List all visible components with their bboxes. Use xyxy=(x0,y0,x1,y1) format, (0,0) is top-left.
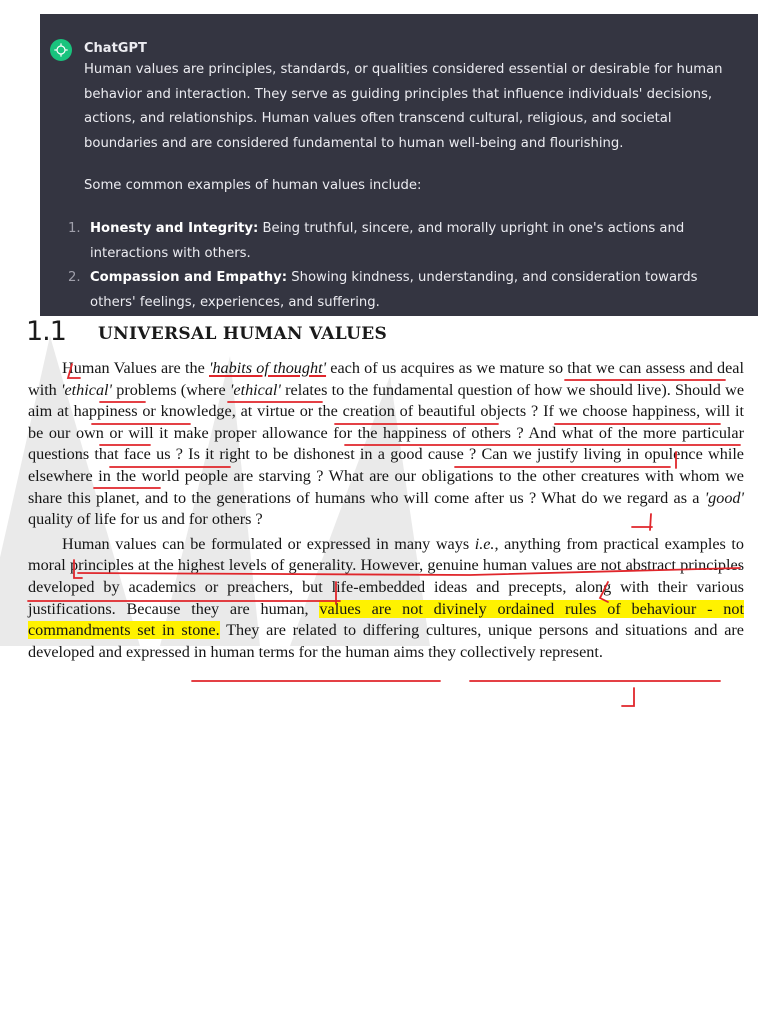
value-term: Compassion and Empathy: xyxy=(90,270,288,286)
text-run: each of us acquires as we mature so that we can assess and deal with xyxy=(28,359,744,399)
text-run: anything from practical examples to moral principles at the highest levels of generality. However, genuine human values are not abstract principles developed by academics or preachers, but life-embedded ideas and precepts, along with their various justifications. Because they are human, xyxy=(28,534,744,618)
text-run: Human Values are the xyxy=(62,359,209,377)
list-item xyxy=(68,217,728,266)
list-number: 2. xyxy=(68,270,81,286)
italic-phrase: 'habits of thought' xyxy=(209,359,327,377)
italic-phrase: i.e., xyxy=(474,534,499,553)
section-title: UNIVERSAL HUMAN VALUES xyxy=(98,324,388,344)
bracket-mark xyxy=(622,688,634,706)
paragraph-1 xyxy=(28,358,744,531)
text-run: problems (where xyxy=(112,380,230,399)
values-list xyxy=(68,217,728,315)
author-name: ChatGPT xyxy=(84,41,147,56)
value-description: Showing kindness, understanding, and consideration towards others' feelings, experiences, and suffering. xyxy=(90,270,698,310)
paragraph-2 xyxy=(28,534,744,664)
section-number: 1.1 xyxy=(26,316,66,347)
italic-phrase: 'ethical' xyxy=(229,380,281,399)
italic-phrase: 'ethical' xyxy=(61,380,113,399)
chatgpt-response-panel xyxy=(40,14,758,316)
section-body xyxy=(28,358,744,663)
list-number: 1. xyxy=(68,220,81,236)
response-paragraph: Human values are principles, standards, or qualities considered essential or desirable for human behavior and interaction. They serve as guiding principles that influence individuals' decisions, actions, and relationships. Human values often transcend cultural, religious, and societal boundaries and are considered fundamental to human well-being and flourishing. xyxy=(84,62,723,151)
italic-phrase: 'good' xyxy=(704,488,744,507)
text-run: Human values can be formulated or expressed in many ways xyxy=(62,534,475,553)
examples-intro: Some common examples of human values include: xyxy=(84,178,422,194)
highlighted-sentence: values are not divinely ordained rules of behaviour - not commandments set in stone. xyxy=(28,599,744,640)
text-run: quality of life for us and for others ? xyxy=(28,510,263,529)
list-item xyxy=(68,266,728,315)
value-description: Being truthful, sincere, and morally upright in one's actions and interactions with others. xyxy=(90,220,685,261)
book-page-scan xyxy=(0,316,768,1024)
text-run: relates to the fundamental question of how we should live). Should we aim at happiness or knowledge, at virtue or the creation of beautiful objects ? If we choose happiness, will it be our own or will it make proper allowance for the happiness of others ? And what of the more particular questions that face us ? Is it right to be dishonest in a good cause ? Can we justify living in opulence while elsewhere in the world people are starving ? What are our obligations to the other creatures with whom we share this planet, and to the generations of humans who will come after us ? What do we regard as a xyxy=(28,380,745,507)
value-term: Honesty and Integrity: xyxy=(90,220,259,236)
text-run: They are related to differing cultures, unique persons and situations and are developed and expressed in human terms for the human aims they collectively represent. xyxy=(28,621,744,661)
openai-logo-icon xyxy=(50,39,72,61)
